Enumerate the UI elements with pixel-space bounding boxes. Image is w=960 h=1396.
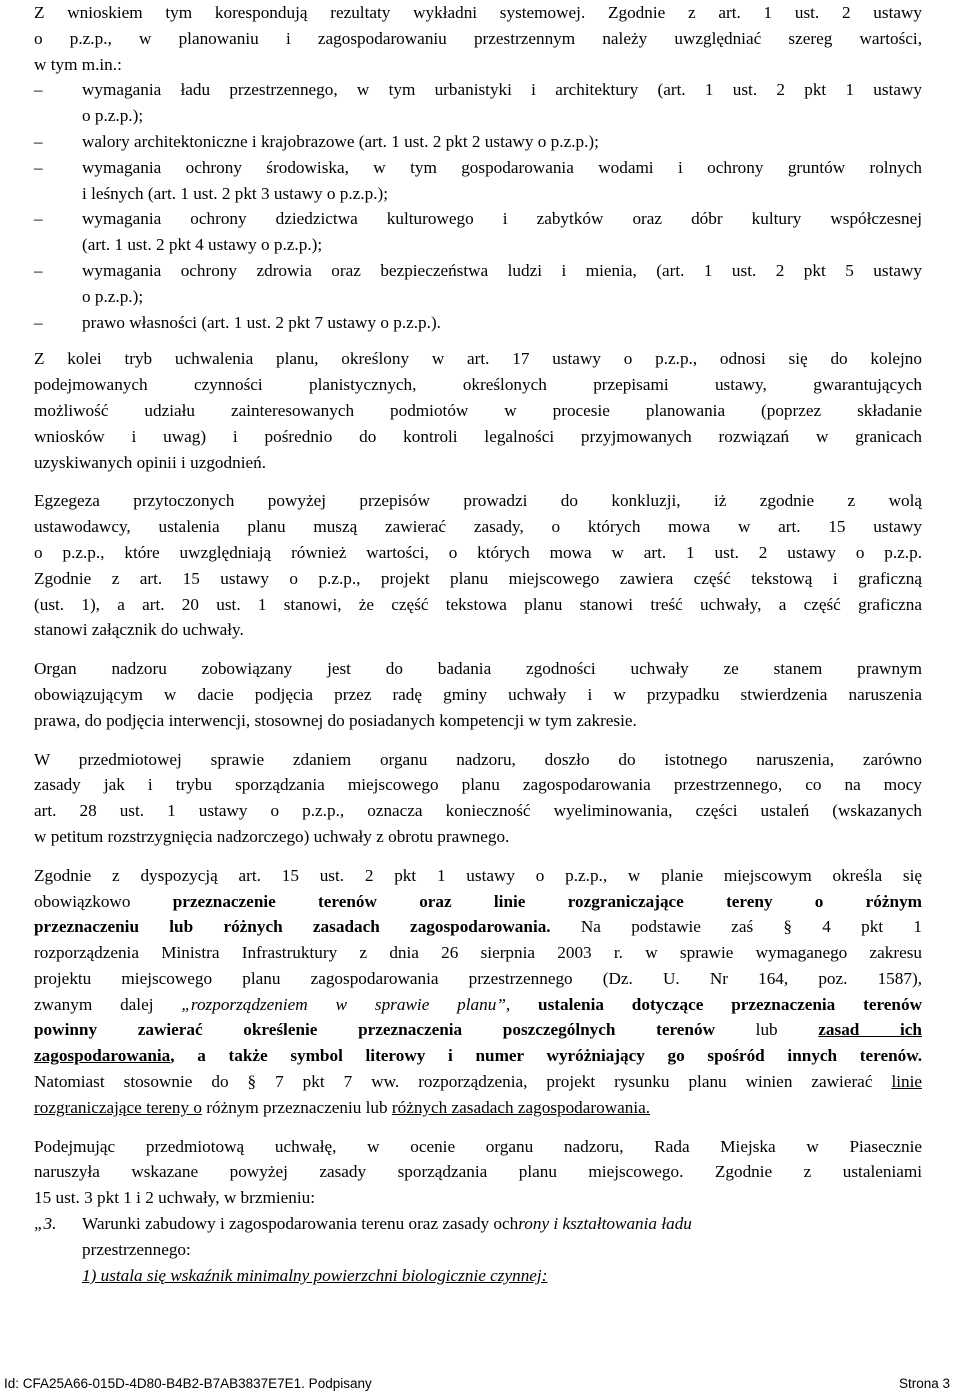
text-span: Natomiast stosownie do § 7 pkt 7 ww. rozporządzenia, projekt rysunku planu winien zawierać <box>34 1072 892 1092</box>
text-line: podejmowanych czynności planistycznych, określonych przepisami ustawy, gwarantujących <box>34 375 922 395</box>
quoted-provision <box>34 1211 922 1288</box>
text-line: W przedmiotowej sprawie zdaniem organu nadzoru, doszło do istotnego naruszenia, zarówno <box>34 749 922 769</box>
text-line: wymagania ładu przestrzennego, w tym urbanistyki i architektury (art. 1 ust. 2 pkt 1 ustawy <box>82 80 922 100</box>
bold-text: przeznaczenie terenów oraz linie rozgraniczające tereny o różnym <box>172 891 922 911</box>
text-line: wymagania ochrony dziedzictwa kulturowego i zabytków oraz dóbr kultury współczesnej <box>82 209 922 229</box>
document-page <box>34 0 922 1288</box>
text-line: w tym m.in.: <box>34 54 122 74</box>
paragraph-violation <box>34 747 922 850</box>
text-line <box>34 1043 922 1069</box>
text-line: i leśnych (art. 1 ust. 2 pkt 3 ustawy o p.z.p.); <box>82 183 388 203</box>
text-span: lub <box>715 1020 819 1040</box>
bold-text: ustalenia dotyczące przeznaczenia terenów <box>538 994 922 1014</box>
text-line: (ust. 1), a art. 20 ust. 1 stanowi, że część tekstowa planu stanowi treść uchwały, a część graficzna <box>34 594 922 614</box>
paragraph-exegesis <box>34 488 922 643</box>
text-line: Podejmując przedmiotową uchwałę, w ocenie organu nadzoru, Rada Miejska w Piasecznie <box>34 1136 922 1156</box>
text-line: prawo własności (art. 1 ust. 2 pkt 7 ustawy o p.z.p.). <box>82 312 441 332</box>
text-line: obowiązującym w dacie podjęcia przez radę gminy uchwały i w przypadku stwierdzenia naruszenia <box>34 684 922 704</box>
text-line: 15 ust. 3 pkt 1 i 2 uchwały, w brzmieniu: <box>34 1188 316 1208</box>
italic-text: „rozporządzeniem w sprawie planu” <box>181 994 506 1014</box>
dash-bullet: – <box>34 80 43 100</box>
page-footer <box>0 1376 960 1396</box>
text-span: Na podstawie zaś § 4 pkt 1 <box>550 917 922 937</box>
text-line: art. 28 ust. 1 ustawy o p.z.p., oznacza konieczność wyeliminowania, części ustaleń (wskazanych <box>34 801 922 821</box>
text-line: projektu miejscowego planu zagospodarowania przestrzennego (Dz. U. Nr 164, poz. 1587), <box>34 968 922 988</box>
text-line: Egzegeza przytoczonych powyżej przepisów prowadzi do konkluzji, iż zgodnie z wolą <box>34 491 922 511</box>
text-line: Z kolei tryb uchwalenia planu, określony w art. 17 ustawy o p.z.p., odnosi się do kolejno <box>34 349 922 369</box>
text-line: w petitum rozstrzygnięcia nadzorczego) uchwały z obrotu prawnego. <box>34 826 510 846</box>
dash-bullet: – <box>34 312 43 332</box>
text-span: obowiązkowo <box>34 891 173 911</box>
text-line: 1) ustala się wskaźnik minimalny powierzchni biologicznie czynnej: <box>82 1265 548 1285</box>
document-id: Id: CFA25A66-015D-4D80-B4B2-B7AB3837E7E1. Podpisany <box>4 1376 372 1391</box>
bold-text: powinny zawierać określenie przeznaczenia poszczególnych terenów <box>34 1020 715 1040</box>
list-item <box>34 129 922 155</box>
list-item <box>34 206 922 258</box>
text-line <box>34 889 922 915</box>
bold-underlined-text: zasad ich <box>818 1020 922 1040</box>
text-line: rozporządzenia Ministra Infrastruktury z dnia 26 sierpnia 2003 r. w sprawie wymaganego zakresu <box>34 943 922 963</box>
list-item <box>34 310 922 336</box>
dash-bullet: – <box>34 131 43 151</box>
text-line: prawa, do podjęcia interwencji, stosownej do posiadanych kompetencji w tym zakresie. <box>34 710 637 730</box>
text-line: naruszyła wskazane powyżej zasady sporządzania planu miejscowego. Zgodnie z ustaleniami <box>34 1162 922 1182</box>
text-span: , <box>505 994 539 1014</box>
dash-bullet: – <box>34 209 43 229</box>
text-line: przestrzennego: <box>82 1239 191 1259</box>
bold-text: przeznaczeniu lub różnych zasadach zagospodarowania. <box>34 917 551 937</box>
list-item <box>34 77 922 129</box>
text-span: różnym przeznaczeniu lub <box>201 1097 392 1117</box>
text-line: możliwość udziału zainteresowanych podmiotów w procesie planowania (poprzez składanie <box>34 400 922 420</box>
dash-bullet: – <box>34 260 43 280</box>
italic-text: rony i kształtowania ładu <box>518 1214 692 1234</box>
underlined-text: linie <box>891 1072 922 1092</box>
list-item <box>34 155 922 207</box>
text-line: o p.z.p.); <box>82 106 144 126</box>
quote-marker: „3. <box>34 1214 57 1234</box>
text-line: Z wnioskiem tym korespondują rezultaty wykładni systemowej. Zgodnie z art. 1 ust. 2 ustawy <box>34 3 922 22</box>
text-line <box>34 1095 922 1121</box>
text-line <box>34 1069 922 1095</box>
text-line: (art. 1 ust. 2 pkt 4 ustawy o p.z.p.); <box>82 235 323 255</box>
paragraph-supervision <box>34 656 922 733</box>
text-line: o p.z.p.); <box>82 286 144 306</box>
list-item <box>34 258 922 310</box>
text-span: zwanym dalej <box>34 994 182 1014</box>
text-line: ustawodawcy, ustalenia planu muszą zawierać zasady, o których mowa w art. 15 ustawy <box>34 517 922 537</box>
page-number: Strona 3 <box>898 1376 950 1391</box>
dash-bullet: – <box>34 157 43 177</box>
text-line: o p.z.p., w planowaniu i zagospodarowaniu przestrzennym należy uwzględniać szereg wartości, <box>34 28 922 48</box>
underlined-text: rozgraniczające tereny o <box>34 1097 202 1117</box>
text-line: stanowi załącznik do uchwały. <box>34 620 244 640</box>
paragraph-regulation <box>34 863 922 1121</box>
text-span: Warunki zabudowy i zagospodarowania terenu oraz zasady och <box>82 1214 519 1234</box>
text-line: wymagania ochrony środowiska, w tym gospodarowania wodami i ochrony gruntów rolnych <box>82 157 922 177</box>
text-line: Zgodnie z dyspozycją art. 15 ust. 2 pkt 1 ustawy o p.z.p., w planie miejscowym określa się <box>34 865 922 885</box>
text-line: Organ nadzoru zobowiązany jest do badania zgodności uchwały ze stanem prawnym <box>34 659 922 679</box>
bold-underlined-text: zagospodarowania <box>34 1046 171 1066</box>
text-line: wymagania ochrony zdrowia oraz bezpieczeństwa ludzi i mienia, (art. 1 ust. 2 pkt 5 ustawy <box>82 260 922 280</box>
text-line: Zgodnie z art. 15 ustawy o p.z.p., projekt planu miejscowego zawiera część tekstową i graficzną <box>34 568 922 588</box>
paragraph-council <box>34 1134 922 1211</box>
values-list <box>34 77 922 335</box>
bold-text: , a także symbol literowy i numer wyróżniający go spośród innych terenów. <box>170 1046 922 1066</box>
text-line: zasady jak i trybu sporządzania miejscowego planu zagospodarowania przestrzennego, co na mocy <box>34 775 922 795</box>
text-line: o p.z.p., które uwzględniają również wartości, o których mowa w art. 1 ust. 2 ustawy o p.z.p. <box>34 542 922 562</box>
text-line <box>34 914 922 940</box>
text-line <box>34 992 922 1018</box>
text-line: wniosków i uwag) i pośrednio do kontroli legalności przyjmowanych rozwiązań w granicach <box>34 426 922 446</box>
intro-paragraph <box>34 0 922 77</box>
text-line <box>34 1017 922 1043</box>
text-line: uzyskiwanych opinii i uzgodnień. <box>34 452 266 472</box>
underlined-text: różnych zasadach zagospodarowania. <box>391 1097 651 1117</box>
paragraph-procedure <box>34 346 922 475</box>
text-line <box>82 1211 922 1237</box>
text-line: walory architektoniczne i krajobrazowe (art. 1 ust. 2 pkt 2 ustawy o p.z.p.); <box>82 131 599 151</box>
